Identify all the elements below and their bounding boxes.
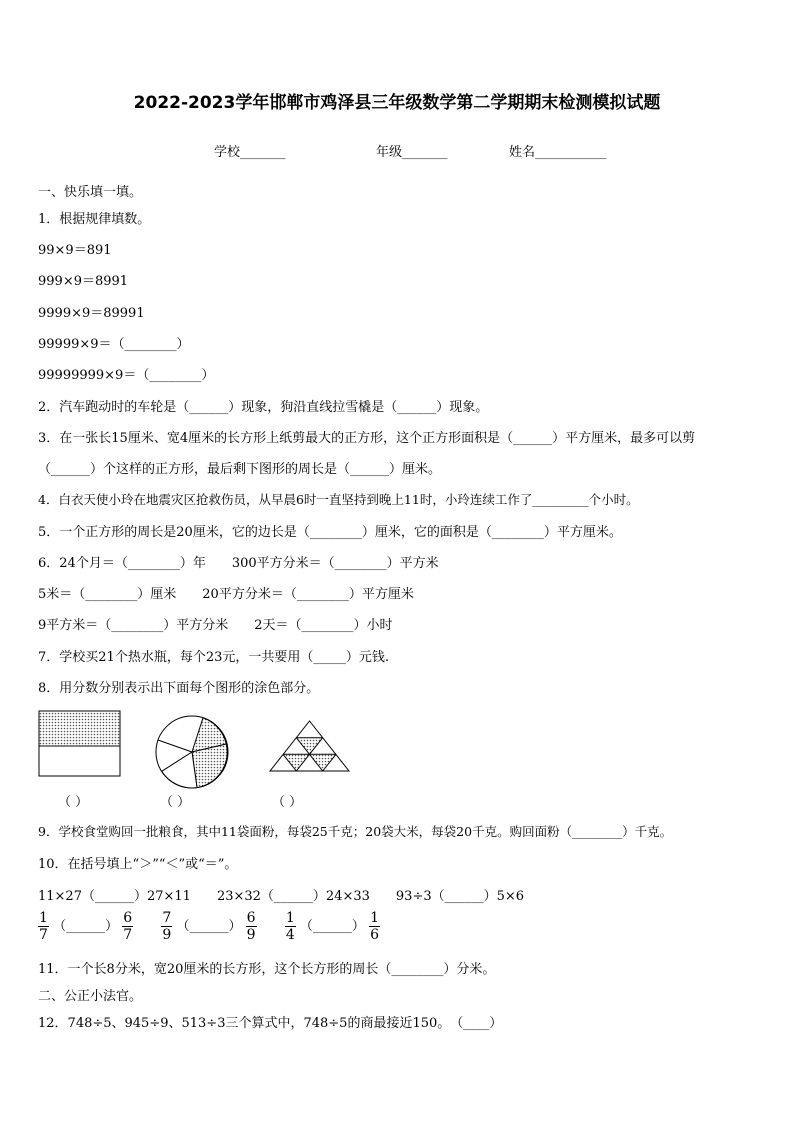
fraction: $\frac{1}{6}$ (370, 910, 379, 943)
question-6-line-2[interactable]: 5米＝（________）厘米 20平方分米＝（________）平方厘米 (38, 587, 414, 602)
comparison-blank[interactable]: （______） (176, 919, 242, 934)
fraction-comparison-row[interactable] (38, 910, 380, 943)
question-7[interactable]: 7．学校买21个热水瓶，每个23元，一共要用（_____）元钱. (38, 650, 389, 665)
question-2[interactable]: 2．汽车跑动时的车轮是（______）现象，狗沿直线拉雪橇是（______）现象。 (38, 400, 489, 415)
pattern-line-4[interactable]: 99999×9＝（________） (38, 337, 190, 352)
question-3-part-1[interactable]: 3．在一张长15厘米、宽4厘米的长方形上纸剪最大的正方形，这个正方形面积是（______）平方厘米，最多可以剪 (38, 431, 696, 446)
question-11[interactable]: 11．一个长8分米，宽20厘米的长方形，这个长方形的周长（________）分米。 (38, 962, 496, 977)
name-field[interactable]: 姓名___________ (509, 145, 607, 160)
question-3-part-2[interactable]: （______）个这样的正方形，最后剩下图形的周长是（______）厘米。 (38, 462, 442, 477)
fraction: $\frac{7}{9}$ (162, 910, 172, 943)
question-6-line-1[interactable]: 6．24个月＝（________）年 300平方分米＝（________）平方米 (38, 556, 439, 571)
question-6-line-3[interactable]: 9平方米＝（________）平方分米 2天＝（________）小时 (38, 618, 393, 633)
section-2-heading: 二、公正小法官。 (38, 989, 143, 1004)
fraction: $\frac{1}{7}$ (39, 910, 48, 943)
question-4[interactable]: 4．白衣天使小玲在地震灾区抢救伤员，从早晨6时一直坚持到晚上11时，小玲连续工作了_________个小时。 (38, 492, 639, 507)
triangle-figure (270, 721, 349, 771)
grade-field[interactable]: 年级_______ (376, 145, 448, 160)
section-1-heading: 一、快乐填一填。 (38, 185, 143, 200)
pattern-line-5[interactable]: 99999999×9＝（________） (38, 368, 215, 383)
rectangle-figure (39, 711, 120, 776)
question-1: 1．根据规律填数。 (38, 212, 151, 227)
pattern-line-2: 999×9＝8991 (38, 274, 129, 289)
fraction: $\frac{6}{9}$ (246, 910, 256, 943)
circle-figure (156, 716, 228, 788)
question-9[interactable]: 9．学校食堂购回一批粮食，其中11袋面粉，每袋25千克；20袋大米，每袋20千克。购回面粉（________）千克。 (38, 824, 673, 839)
question-5[interactable]: 5．一个正方形的周长是20厘米，它的边长是（________）厘米，它的面积是（________）平方厘米。 (38, 525, 622, 540)
school-field[interactable]: 学校_______ (214, 145, 286, 160)
comparison-blank[interactable]: （______） (299, 919, 365, 934)
question-8: 8．用分数分别表示出下面每个图形的涂色部分。 (38, 681, 320, 696)
question-10: 10．在括号填上“＞”“＜”或“＝”。 (38, 857, 238, 872)
question-12[interactable]: 12．748÷5、945÷9、513÷3三个算式中，748÷5的商最接近150。 （____） (38, 1016, 503, 1031)
pattern-line-3: 9999×9＝89991 (38, 306, 145, 321)
comparison-row-1[interactable]: 11×27（______）27×11 23×32（______）24×33 93÷3（______）5×6 (38, 889, 525, 904)
page-title: 2022-2023学年邯郸市鸡泽县三年级数学第二学期期末检测模拟试题 (133, 93, 661, 113)
fig-answer-3[interactable]: （ ） (272, 795, 303, 810)
fig-answer-1[interactable]: （ ） (58, 795, 89, 810)
comparison-blank[interactable]: （______） (53, 919, 119, 934)
pattern-line-1: 99×9＝891 (38, 243, 112, 258)
fraction: $\frac{6}{7}$ (123, 910, 133, 943)
fraction: $\frac{1}{4}$ (285, 910, 295, 943)
fig-answer-2[interactable]: （ ） (160, 795, 191, 810)
